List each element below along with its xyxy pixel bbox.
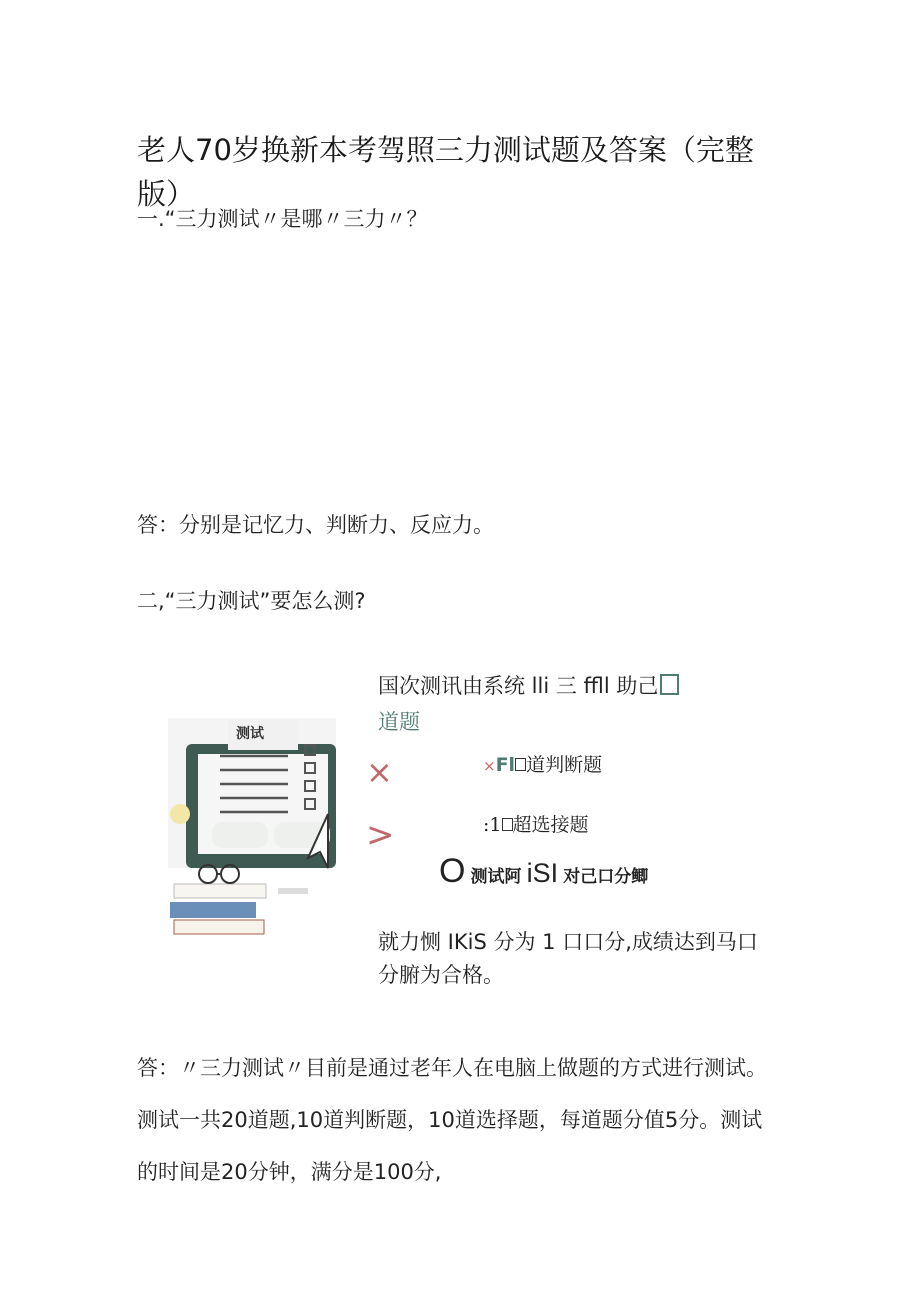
small-box-icon — [502, 818, 513, 831]
info-line-4-isi: iSI — [526, 858, 559, 888]
box-icon — [660, 674, 679, 695]
board-label: 测试 — [236, 726, 264, 742]
test-illustration — [168, 718, 340, 940]
document-title: 老人70岁换新本考驾照三力测试题及答案（完整版） — [137, 133, 754, 211]
info-line-2-fl: Fl — [495, 754, 516, 776]
info-line-4-b: 对己口分鲫 — [563, 867, 649, 887]
info-line-2 — [483, 750, 602, 777]
info-line-3-prefix: :1 — [483, 814, 502, 836]
info-line-1 — [378, 670, 679, 700]
cross-mark-icon: × — [366, 753, 393, 791]
info-line-1b: 道题 — [378, 710, 420, 734]
info-line-3 — [483, 810, 589, 837]
answer-2-text: 答：〃三力测试〃目前是通过老年人在电脑上做题的方式进行测试。测试一共20道题,10道判断题，10道选择题，每道题分值5分。测试的时间是20分钟，满分是100分, — [137, 1056, 767, 1184]
answer-1-text: 答：分别是记忆力、判断力、反应力。 — [137, 513, 494, 537]
small-box-icon — [515, 758, 526, 771]
question-2-heading: 二,“三力测试”要怎么测? — [137, 589, 366, 613]
info-line-5: 就力恻 IKiS 分为 1 口口分,成绩达到马口分腑为合格。 — [378, 930, 758, 987]
question-1-heading: 一.“三力测试〃是哪〃三力〃？ — [137, 207, 428, 231]
info-line-2-x: × — [483, 757, 496, 775]
info-line-3-rest: 超选接题 — [512, 814, 589, 836]
arrow-mark-icon: > — [366, 815, 395, 855]
info-line-4-a: 测试阿 — [470, 867, 522, 887]
info-line-2-rest: 道判断题 — [526, 754, 603, 776]
info-line-4-o: O — [439, 852, 466, 890]
info-line-1-text: 国次测讯由系统 lli 三 ffll 助己 — [378, 674, 659, 698]
info-line-4 — [439, 852, 648, 891]
test-board-graphic — [168, 718, 340, 940]
